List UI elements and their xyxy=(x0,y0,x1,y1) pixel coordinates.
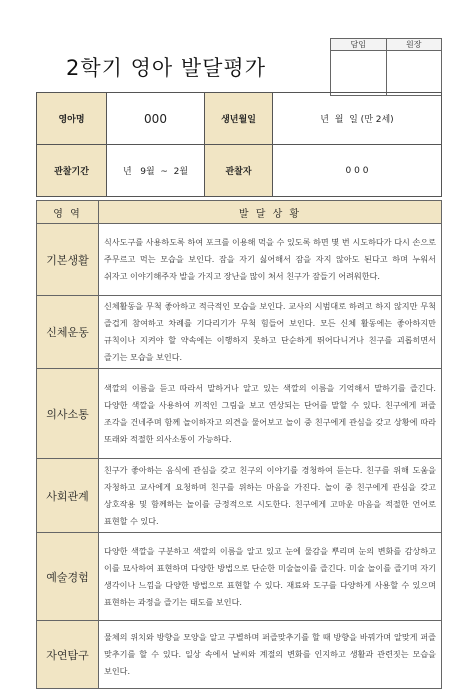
area-description: 물체의 위치와 방향을 모양을 알고 구별하며 퍼즐맞추기를 할 때 방향을 바꿔가며 알맞게 퍼즐 맞추기를 할 수 있다. 일상 속에서 날씨와 계절의 변화를 인지하고 생활과 관련짓는 모습을 보인다. xyxy=(99,621,442,689)
birth-label: 생년월일 xyxy=(205,93,273,145)
area-description: 친구가 좋아하는 음식에 관심을 갖고 친구의 이야기를 경청하여 듣는다. 친구를 위해 도움을 자청하고 교사에게 요청하며 친구를 위하는 마음을 가진다. 놀이 중 친구에게 관심을 갖고 상호작용 및 함께하는 놀이를 긍정적으로 시도한다. 친구에게 고마운 마음을 적절한 언어로 표현할 수 있다. xyxy=(99,459,442,533)
table-row xyxy=(37,621,442,689)
approval-teacher-label: 담임 xyxy=(331,39,387,51)
observer-value: 0 0 0 xyxy=(273,145,442,197)
approval-director-sign xyxy=(386,51,442,96)
table-row xyxy=(37,369,442,459)
name-label: 영아명 xyxy=(37,93,107,145)
area-label: 신체운동 xyxy=(37,296,99,369)
area-label: 의사소통 xyxy=(37,369,99,459)
area-label: 자연탐구 xyxy=(37,621,99,689)
area-description: 신체활동을 무척 좋아하고 적극적인 모습을 보인다. 교사의 시범대로 하려고 하지 않지만 무척 즐겁게 참여하고 차례를 기다리기가 무척 힘들어 보인다. 모든 신체 활동에는 좋아하지만 규칙이나 지켜야 할 약속에는 이행하지 못하고 단순하게 뛰어다니거나 친구를 괴롭히면서 즐기는 모습을 보인다. xyxy=(99,296,442,369)
area-label: 기본생활 xyxy=(37,224,99,296)
table-row xyxy=(37,224,442,296)
area-header: 영 역 xyxy=(37,201,99,224)
development-table xyxy=(36,200,442,689)
observer-label: 관찰자 xyxy=(205,145,273,197)
area-label: 예술경험 xyxy=(37,533,99,621)
period-value: 년 9월 ~ 2월 xyxy=(107,145,205,197)
birth-value: 년 월 일 (만 2세) xyxy=(273,93,442,145)
status-header: 발 달 상 황 xyxy=(99,201,442,224)
approval-director-label: 원장 xyxy=(386,39,442,51)
area-label: 사회관계 xyxy=(37,459,99,533)
info-table xyxy=(36,92,442,197)
area-description: 색깔의 이름을 듣고 따라서 말하거나 알고 있는 색깔의 이름을 기억해서 말하기를 즐긴다. 다양한 색깔을 사용하여 끼적인 그림을 보고 연상되는 단어를 말할 수 있다. 친구에게 퍼즐 조각을 건네주며 함께 놀이하자고 의견을 물어보고 놀이 중 친구에게 관심을 갖고 상황에 따라 또래와 적절한 의사소통이 가능하다. xyxy=(99,369,442,459)
area-description: 다양한 색깔을 구분하고 색깔의 이름을 알고 있고 눈에 물감을 뿌리며 눈의 변화를 감상하고 이를 묘사하여 표현하며 다양한 방법으로 단순한 미술놀이를 즐긴다. 미술 놀이를 즐기며 자기 생각이나 느낌을 다양한 방법으로 표현할 수 있다. 재료와 도구를 다양하게 사용할 수 있으며 표현하는 과정을 즐기는 태도를 보인다. xyxy=(99,533,442,621)
area-description: 식사도구를 사용하도록 하여 포크를 이용해 먹을 수 있도록 하면 몇 번 시도하다가 다시 손으로 주무르고 먹는 모습을 보인다. 잠을 자기 싫어해서 잠을 자지 않아도 된다고 하며 누워서 쉬자고 이야기해주자 발을 가지고 장난을 많이 쳐서 친구가 잠들기 어려워한다. xyxy=(99,224,442,296)
page-title: 2학기 영아 발달평가 xyxy=(66,56,266,80)
table-row xyxy=(37,533,442,621)
name-value: 000 xyxy=(107,93,205,145)
period-label: 관찰기간 xyxy=(37,145,107,197)
approval-box xyxy=(330,38,442,96)
table-row xyxy=(37,296,442,369)
table-row xyxy=(37,459,442,533)
approval-teacher-sign xyxy=(331,51,387,96)
